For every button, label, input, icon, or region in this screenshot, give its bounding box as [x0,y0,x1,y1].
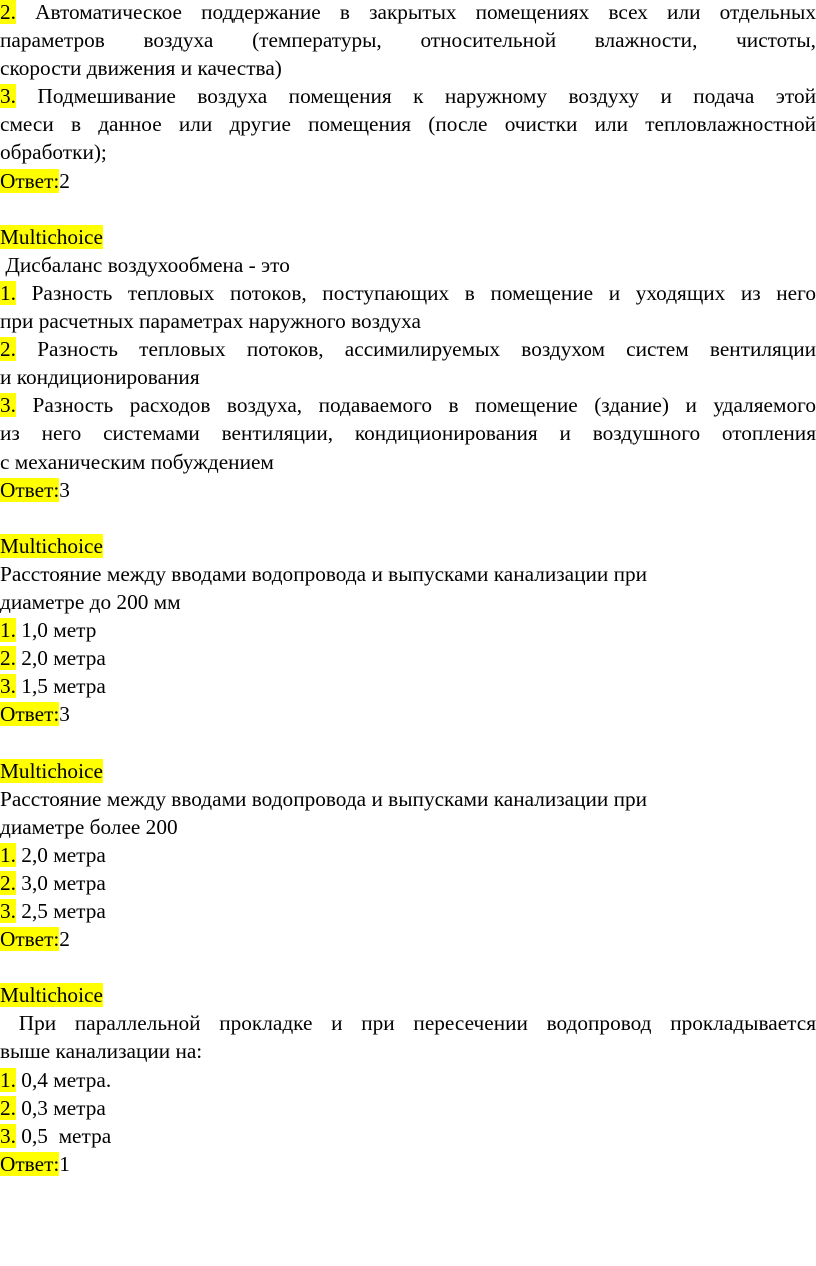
option-text: 3,0 метра [15,870,106,895]
question-text: При параллельной прокладке и при пересечении водопровод прокладывается [0,1011,816,1036]
answer-line [0,700,816,728]
option-number: 3. [0,84,16,109]
question-block-0 [0,0,816,195]
spacer [0,728,816,756]
option-text: Автоматическое поддержание в закрытых помещениях всех или отдельных [15,0,816,24]
option-line [0,672,816,700]
answer-label: Ответ: [0,168,60,193]
option-text: Разность тепловых потоков, поступающих в помещение и уходящих из него [15,280,816,305]
option-number: 3. [0,1123,16,1148]
spacer [0,953,816,981]
spacer [0,504,816,532]
option-text: Разность расходов воздуха, подаваемого в помещение (здание) и удаляемого [15,393,816,418]
option-line: скорости движения и качества) [0,56,282,81]
option-text: 0,5 метра [15,1123,112,1148]
option-text: 0,4 метра. [15,1067,112,1092]
option-line: и кондиционирования [0,365,200,390]
question-text: выше канализации на: [0,1039,203,1064]
option-number: 1. [0,618,16,643]
question-text: Дисбаланс воздухообмена - это [0,252,290,277]
question-type-label: Multichoice [0,983,103,1008]
option-number: 2. [0,1095,16,1120]
option-text: 1,5 метра [15,674,106,699]
option-text: 2,0 метра [15,646,106,671]
spacer [0,195,816,223]
answer-line [0,1150,816,1178]
option-line [0,335,816,363]
option-number: 2. [0,0,16,24]
option-line [0,82,816,110]
option-number: 3. [0,674,16,699]
option-line [0,616,816,644]
question-text: Расстояние между вводами водопровода и выпусками канализации при [0,561,648,586]
answer-value: 3 [59,702,70,727]
question-type-label: Multichoice [0,533,103,558]
option-text: 2,5 метра [15,899,106,923]
option-number: 2. [0,337,16,362]
option-line [0,644,816,672]
option-line [0,0,816,26]
question-block-2 [0,532,816,729]
option-line: обработки); [0,140,107,165]
answer-label: Ответ: [0,927,60,952]
option-line: при расчетных параметрах наружного воздуха [0,309,421,334]
question-type-label: Multichoice [0,224,103,249]
option-line: параметров воздуха (температуры, относительной влажности, чистоты, [0,28,816,53]
answer-value: 2 [59,927,70,952]
option-line [0,869,816,897]
option-text: 1,0 метр [15,618,97,643]
question-block-4 [0,981,816,1178]
answer-value: 2 [59,168,70,193]
option-line: смеси в данное или другие помещения (после очистки или тепловлажностной [0,112,816,137]
answer-line [0,476,816,504]
option-line [0,1094,816,1122]
option-line: с механическим побуждением [0,449,274,474]
option-line [0,1066,816,1094]
question-text: Расстояние между вводами водопровода и выпусками канализации при [0,786,648,811]
answer-label: Ответ: [0,477,60,502]
option-text: 2,0 метра [15,842,106,867]
option-number: 3. [0,899,16,923]
option-line: из него системами вентиляции, кондиционирования и воздушного отопления [0,421,816,446]
answer-label: Ответ: [0,702,60,727]
answer-value: 3 [59,477,70,502]
option-number: 1. [0,280,16,305]
option-line [0,1122,816,1150]
question-text: диаметре более 200 [0,814,178,839]
option-number: 1. [0,842,16,867]
option-number: 2. [0,646,16,671]
option-number: 2. [0,870,16,895]
question-text: диаметре до 200 мм [0,589,181,614]
option-text: 0,3 метра [15,1095,106,1120]
question-type-label: Multichoice [0,758,103,783]
answer-label: Ответ: [0,1151,60,1176]
option-number: 1. [0,1067,16,1092]
question-block-3 [0,757,816,954]
option-line [0,279,816,307]
option-line [0,841,816,869]
question-block-1 [0,223,816,504]
answer-line [0,167,816,195]
answer-line [0,925,816,953]
option-line [0,897,816,925]
option-number: 3. [0,393,16,418]
option-text: Подмешивание воздуха помещения к наружному воздуху и подача этой [15,84,816,109]
option-line [0,391,816,419]
option-text: Разность тепловых потоков, ассимилируемых воздухом систем вентиляции [15,337,816,362]
answer-value: 1 [59,1151,70,1176]
